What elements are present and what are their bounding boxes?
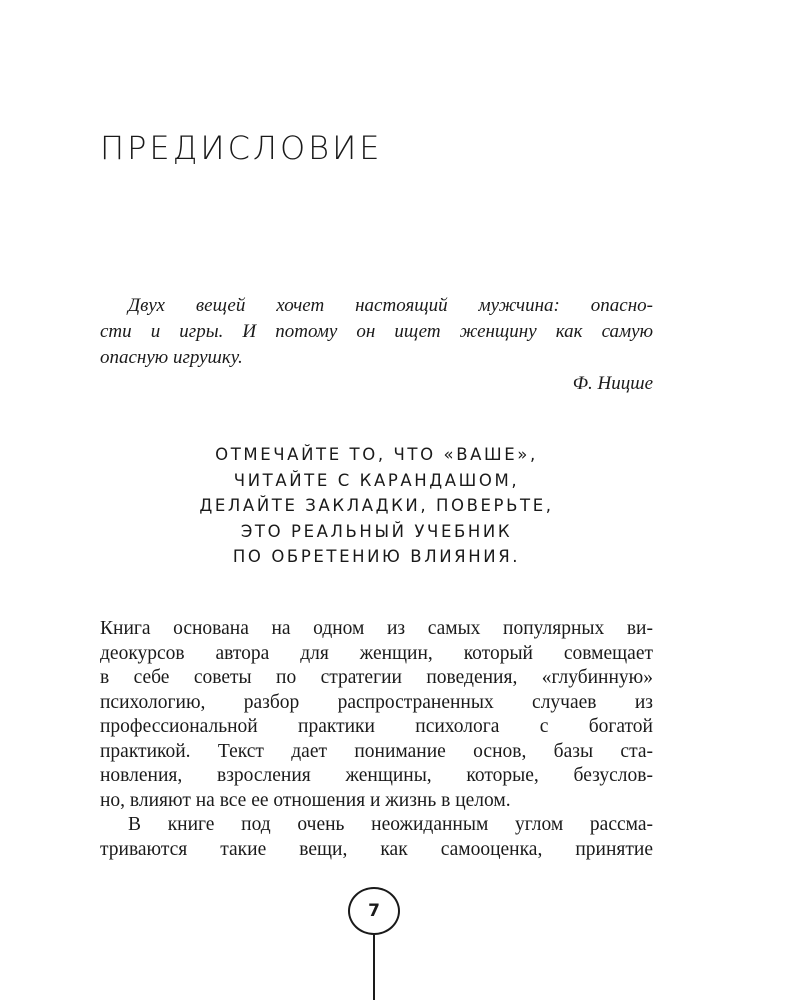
- callout-line: ОТМЕЧАЙТЕ ТО, ЧТО «ВАШЕ»,: [215, 445, 538, 464]
- body-line: деокурсов автора для женщин, который совмещает: [100, 642, 653, 664]
- body-line: профессиональной практики психолога с богатой: [100, 716, 653, 737]
- body-line: но, влияют на все ее отношения и жизнь в целом.: [100, 789, 511, 811]
- body-paragraph: [100, 617, 653, 813]
- page-number: 7: [348, 887, 400, 935]
- callout-line: ЭТО РЕАЛЬНЫЙ УЧЕБНИК: [240, 521, 513, 541]
- epigraph-line: сти и игры. И потому он ищет женщину как самую: [100, 321, 653, 342]
- body-line: практикой. Текст дает понимание основ, базы ста-: [100, 740, 653, 762]
- body-text: [100, 617, 653, 862]
- body-line: психологию, разбор распространенных случаев из: [100, 691, 653, 713]
- epigraph-line: Двух вещей хочет настоящий мужчина: опасно-: [128, 295, 653, 316]
- chapter-title: ПРЕДИСЛОВИЕ: [100, 129, 383, 167]
- body-line: новления, взросления женщины, которые, безуслов-: [100, 765, 653, 786]
- callout-line: ДЕЛАЙТЕ ЗАКЛАДКИ, ПОВЕРЬТЕ,: [199, 496, 554, 515]
- epigraph-author: Ф. Ницше: [572, 373, 653, 394]
- body-paragraph: [100, 813, 653, 862]
- page-number-stem: [373, 935, 375, 1000]
- epigraph: [100, 293, 653, 397]
- epigraph-quote: [100, 293, 653, 371]
- body-line: триваются такие вещи, как самооценка, принятие: [100, 838, 653, 860]
- callout-line: ПО ОБРЕТЕНИЮ ВЛИЯНИЯ.: [232, 547, 521, 566]
- body-line: В книге под очень неожиданным углом рассма-: [128, 814, 653, 835]
- body-line: в себе советы по стратегии поведения, «глубинную»: [100, 667, 653, 688]
- callout-block: [100, 442, 653, 570]
- epigraph-line: опасную игрушку.: [100, 347, 243, 368]
- callout-line: ЧИТАЙТЕ С КАРАНДАШОМ,: [233, 470, 520, 490]
- body-line: Книга основана на одном из самых популярных ви-: [100, 618, 653, 639]
